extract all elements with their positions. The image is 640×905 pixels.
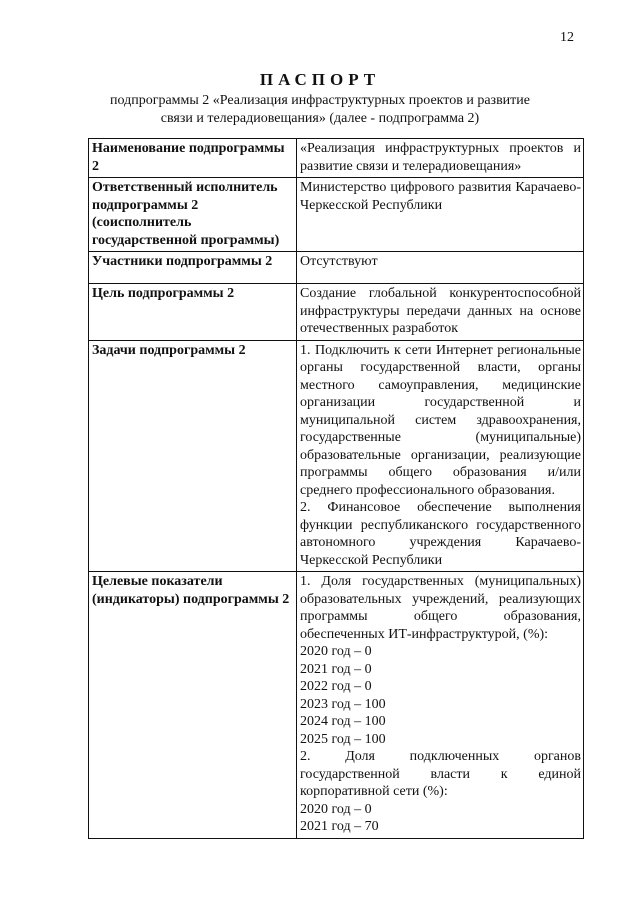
table-row-participants — [89, 252, 584, 284]
row-label-participants: Участники подпрограммы 2 — [89, 252, 297, 284]
row-value-indicators — [297, 572, 584, 839]
row-value-goal: Создание глобальной конкурентоспособной инфраструктуры передачи данных на основе отечественных разработок — [297, 284, 584, 341]
subtitle-line-2: связи и телерадиовещания» (далее - подпрограмма 2) — [160, 111, 480, 126]
row-value-name: «Реализация инфраструктурных проектов и развитие связи и телерадиовещания» — [297, 139, 584, 178]
document-title: ПАСПОРТ — [259, 70, 381, 89]
indicator-1-year: 2023 год – 100 — [300, 696, 386, 712]
row-label-indicators: Целевые показатели (индикаторы) подпрограммы 2 — [89, 572, 297, 839]
row-value-participants: Отсутствуют — [297, 252, 584, 284]
page-number: 12 — [560, 30, 574, 45]
table-row-name — [89, 139, 584, 178]
task-item-2: 2. Финансовое обеспечение выполнения функции республиканского государственного автономного учреждения Карачаево-Черкесской Республики — [300, 500, 581, 568]
table-row-tasks — [89, 340, 584, 572]
indicator-2-year: 2021 год – 70 — [300, 819, 379, 834]
row-label-name: Наименование подпрограммы 2 — [89, 139, 297, 178]
passport-table — [88, 138, 584, 839]
row-label-executor: Ответственный исполнитель подпрограммы 2 (соисполнитель государственной программы) — [89, 178, 297, 252]
indicator-2-year: 2020 год – 0 — [300, 801, 372, 817]
row-label-goal: Цель подпрограммы 2 — [89, 284, 297, 341]
indicator-1-year: 2021 год – 0 — [300, 661, 372, 677]
indicator-1-year: 2024 год – 100 — [300, 714, 386, 729]
table-row-indicators — [89, 572, 584, 839]
task-item-1: 1. Подключить к сети Интернет региональные органы государственной власти, органы местного самоуправления, медицинские организации государственной и муниципальной систем здравоохранения, государственные (муниципальные) образовательные организации, реализующие программы общего образования и/или среднего профессионального образования. — [300, 342, 581, 498]
indicator-1-heading: 1. Доля государственных (муниципальных) образовательных учреждений, реализующих программы общего образования, обеспеченных ИТ-инфраструктурой, (%): — [300, 574, 581, 642]
table-row-executor — [89, 178, 584, 252]
row-value-tasks — [297, 340, 584, 572]
subtitle-line-1: подпрограммы 2 «Реализация инфраструктурных проектов и развитие — [110, 93, 530, 108]
indicator-2-heading: 2. Доля подключенных органов государственной власти к единой корпоративной сети (%): — [300, 749, 581, 799]
row-value-executor: Министерство цифрового развития Карачаево-Черкесской Республики — [297, 178, 584, 252]
table-row-goal — [89, 284, 584, 341]
row-label-tasks: Задачи подпрограммы 2 — [89, 340, 297, 572]
document-subtitle — [80, 92, 560, 128]
indicator-1-year: 2022 год – 0 — [300, 679, 372, 694]
indicator-1-year: 2020 год – 0 — [300, 644, 372, 659]
indicator-1-year: 2025 год – 100 — [300, 731, 386, 747]
